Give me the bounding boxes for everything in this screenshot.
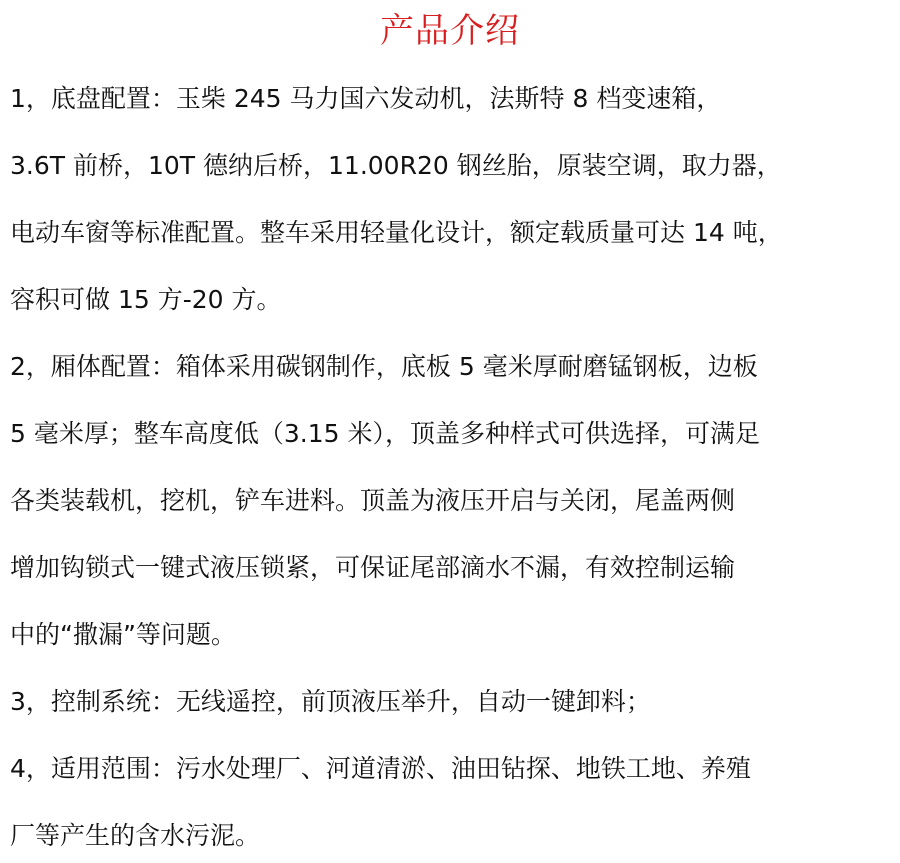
text-line-11: 4，适用范围：污水处理厂、河道清淤、油田钻探、地铁工地、养殖 [10, 754, 751, 783]
text-line-1: 1，底盘配置：玉柴 245 马力国六发动机，法斯特 8 档变速箱， [10, 84, 722, 113]
text-line-7: 各类装载机，挖机，铲车进料。顶盖为液压开启与关闭，尾盖两侧 [10, 486, 736, 515]
text-line-9: 中的“撒漏”等问题。 [10, 620, 236, 649]
text-line-8: 增加钩锁式一键式液压锁紧，可保证尾部滴水不漏，有效控制运输 [10, 553, 736, 582]
text-line-10: 3，控制系统：无线遥控，前顶液压举升，自动一键卸料； [10, 687, 651, 716]
page-title: 产品介绍 [380, 11, 520, 51]
text-line-6: 5 毫米厚；整车高度低（3.15 米），顶盖多种样式可供选择，可满足 [10, 419, 760, 448]
text-line-3: 电动车窗等标准配置。整车采用轻量化设计，额定载质量可达 14 吨， [10, 218, 783, 247]
text-line-2: 3.6T 前桥，10T 德纳后桥，11.00R20 钢丝胎，原装空调，取力器， [10, 151, 782, 180]
text-line-4: 容积可做 15 方-20 方。 [10, 285, 282, 314]
text-line-12: 厂等产生的含水污泥。 [10, 821, 261, 850]
text-line-5: 2，厢体配置：箱体采用碳钢制作，底板 5 毫米厚耐磨锰钢板，边板 [10, 352, 758, 381]
